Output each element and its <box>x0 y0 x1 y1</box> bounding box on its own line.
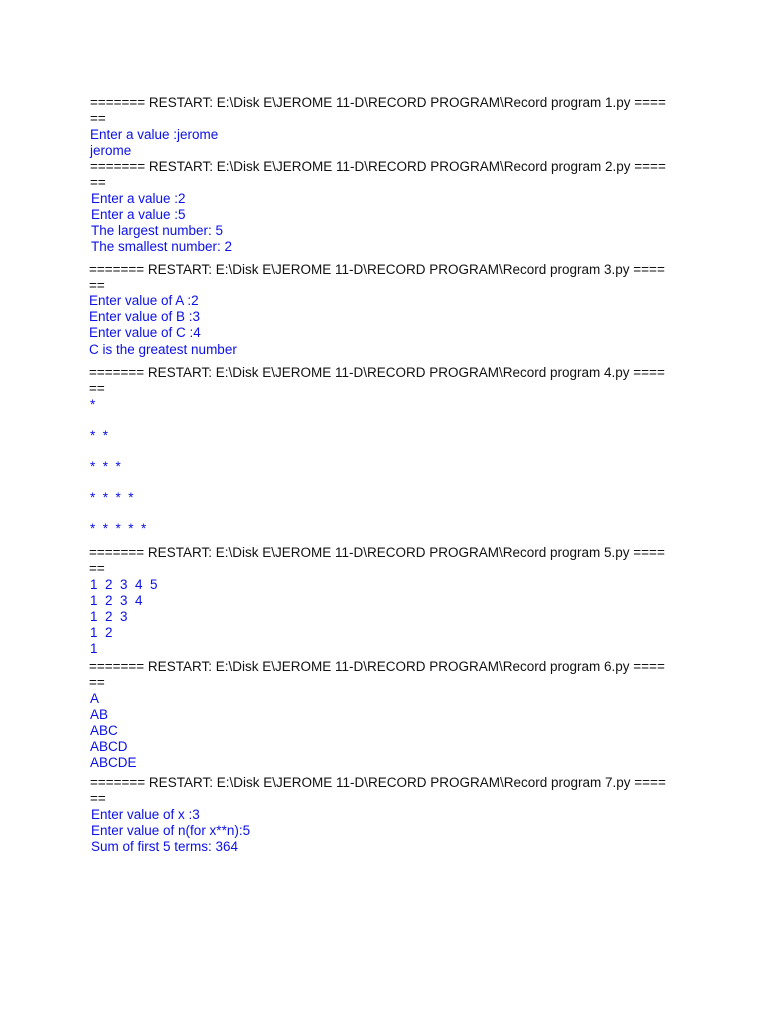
output-line: ABCD <box>90 739 128 754</box>
restart-header: ======= RESTART: E:\Disk E\JEROME 11-D\RECORD PROGRAM\Record program 1.py ==== <box>90 95 666 110</box>
restart-header: ======= RESTART: E:\Disk E\JEROME 11-D\RECORD PROGRAM\Record program 2.py ==== <box>90 159 666 174</box>
output-line: * * * * * <box>90 521 147 536</box>
output-line: 1 2 3 4 5 <box>90 577 158 592</box>
restart-header-continuation: == <box>90 175 106 190</box>
output-line: 1 2 3 4 <box>90 593 143 608</box>
restart-header-continuation: == <box>89 381 105 396</box>
output-line: * <box>90 397 96 412</box>
output-line: The smallest number: 2 <box>91 239 233 254</box>
output-line: Enter value of A :2 <box>89 293 199 308</box>
output-line: jerome <box>90 143 132 158</box>
output-line: Enter a value :jerome <box>90 127 219 142</box>
output-line: ABC <box>90 723 118 738</box>
output-line: Enter value of B :3 <box>89 309 201 324</box>
restart-header: ======= RESTART: E:\Disk E\JEROME 11-D\RECORD PROGRAM\Record program 3.py ==== <box>89 262 665 277</box>
restart-header: ======= RESTART: E:\Disk E\JEROME 11-D\RECORD PROGRAM\Record program 7.py ==== <box>90 775 666 790</box>
output-line: The largest number: 5 <box>91 223 224 238</box>
restart-header-continuation: == <box>90 111 106 126</box>
output-line: Enter a value :5 <box>91 207 186 222</box>
restart-header-continuation: == <box>89 278 105 293</box>
output-line: Enter value of n(for x**n):5 <box>91 823 251 838</box>
restart-header-continuation: == <box>90 791 106 806</box>
output-line: Sum of first 5 terms: 364 <box>91 839 239 854</box>
output-line: C is the greatest number <box>89 342 237 357</box>
output-line: Enter a value :2 <box>91 191 186 206</box>
output-line: 1 2 <box>90 625 113 640</box>
output-line: 1 <box>90 641 98 656</box>
output-line: Enter value of C :4 <box>89 325 201 340</box>
output-line: Enter value of x :3 <box>91 807 200 822</box>
output-line: 1 2 3 <box>90 609 128 624</box>
output-line: A <box>90 691 100 706</box>
restart-header-continuation: == <box>89 561 105 576</box>
restart-header: ======= RESTART: E:\Disk E\JEROME 11-D\RECORD PROGRAM\Record program 4.py ==== <box>89 365 665 380</box>
output-line: * * * * <box>90 490 134 505</box>
restart-header: ======= RESTART: E:\Disk E\JEROME 11-D\RECORD PROGRAM\Record program 6.py ==== <box>89 659 665 674</box>
output-line: * * * <box>90 459 121 474</box>
output-line: AB <box>90 707 109 722</box>
restart-header-continuation: == <box>89 675 105 690</box>
output-line: ABCDE <box>90 755 137 770</box>
output-line: * * <box>90 428 109 443</box>
restart-header: ======= RESTART: E:\Disk E\JEROME 11-D\RECORD PROGRAM\Record program 5.py ==== <box>89 545 665 560</box>
